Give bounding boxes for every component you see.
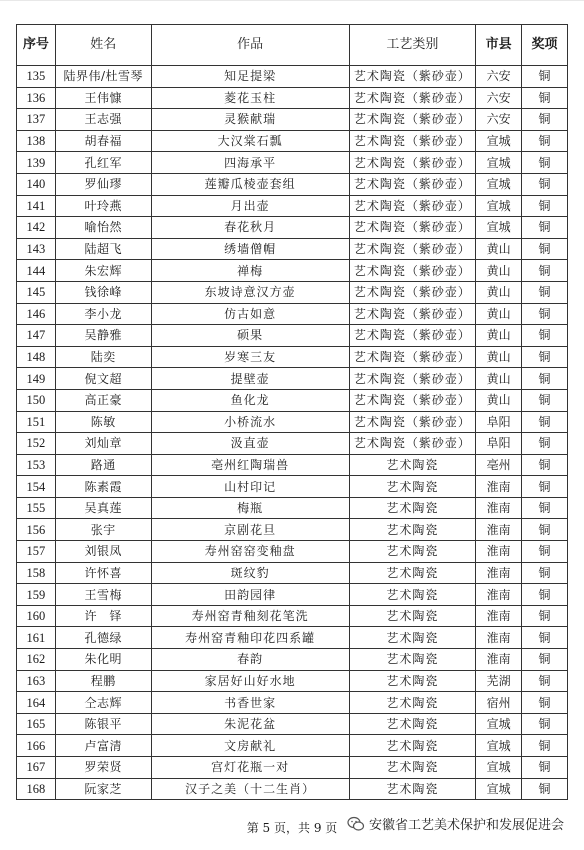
cell-category: 艺术陶瓷	[349, 476, 476, 498]
cell-city: 黄山	[476, 260, 522, 282]
header-work: 作品	[151, 25, 349, 66]
cell-work: 菱花玉柱	[151, 87, 349, 109]
cell-name: 刘银凤	[55, 541, 151, 563]
table-row	[17, 303, 568, 325]
table-row	[17, 627, 568, 649]
cell-work: 京剧花旦	[151, 519, 349, 541]
table-row	[17, 433, 568, 455]
cell-name: 张宇	[55, 519, 151, 541]
table-row	[17, 735, 568, 757]
cell-category: 艺术陶瓷	[349, 541, 476, 563]
cell-seq: 157	[17, 541, 56, 563]
cell-category: 艺术陶瓷	[349, 584, 476, 606]
cell-name: 卢富清	[55, 735, 151, 757]
table-row	[17, 454, 568, 476]
table-row	[17, 584, 568, 606]
cell-category: 艺术陶瓷	[349, 454, 476, 476]
cell-category: 艺术陶瓷（紫砂壶）	[349, 217, 476, 239]
table-row	[17, 497, 568, 519]
cell-work: 汉子之美（十二生肖）	[151, 778, 349, 800]
cell-name: 陆奕	[55, 346, 151, 368]
cell-award: 铜	[522, 713, 568, 735]
cell-award: 铜	[522, 346, 568, 368]
cell-city: 亳州	[476, 454, 522, 476]
table-body	[17, 66, 568, 800]
cell-name: 陆界伟/杜雪琴	[55, 66, 151, 88]
cell-category: 艺术陶瓷	[349, 605, 476, 627]
cell-city: 宣城	[476, 713, 522, 735]
cell-category: 艺术陶瓷	[349, 627, 476, 649]
cell-work: 莲瓣瓜棱壶套组	[151, 173, 349, 195]
header-name: 姓名	[55, 25, 151, 66]
cell-name: 阮家芝	[55, 778, 151, 800]
cell-award: 铜	[522, 411, 568, 433]
cell-name: 孔红军	[55, 152, 151, 174]
table-row	[17, 368, 568, 390]
cell-award: 铜	[522, 87, 568, 109]
cell-award: 铜	[522, 476, 568, 498]
cell-work: 田韵园律	[151, 584, 349, 606]
watermark-text: 安徽省工艺美术保护和发展促进会	[368, 818, 564, 833]
cell-work: 寿州窑窑变釉盘	[151, 541, 349, 563]
cell-name: 许怀喜	[55, 562, 151, 584]
cell-award: 铜	[522, 778, 568, 800]
cell-name: 李小龙	[55, 303, 151, 325]
cell-name: 吴真莲	[55, 497, 151, 519]
cell-city: 宣城	[476, 195, 522, 217]
table-row	[17, 649, 568, 671]
cell-category: 艺术陶瓷（紫砂壶）	[349, 238, 476, 260]
cell-seq: 165	[17, 713, 56, 735]
cell-name: 仝志辉	[55, 692, 151, 714]
cell-award: 铜	[522, 757, 568, 779]
cell-name: 陈敏	[55, 411, 151, 433]
table-row	[17, 778, 568, 800]
cell-award: 铜	[522, 130, 568, 152]
header-category: 工艺类别	[349, 25, 476, 66]
cell-work: 斑纹豹	[151, 562, 349, 584]
cell-city: 淮南	[476, 649, 522, 671]
cell-work: 亳州红陶瑞兽	[151, 454, 349, 476]
cell-city: 宣城	[476, 757, 522, 779]
cell-award: 铜	[522, 173, 568, 195]
cell-city: 黄山	[476, 281, 522, 303]
cell-name: 罗仙璆	[55, 173, 151, 195]
cell-city: 淮南	[476, 605, 522, 627]
cell-city: 宣城	[476, 735, 522, 757]
cell-city: 六安	[476, 87, 522, 109]
cell-category: 艺术陶瓷（紫砂壶）	[349, 87, 476, 109]
cell-name: 叶玲燕	[55, 195, 151, 217]
cell-work: 月出壶	[151, 195, 349, 217]
cell-award: 铜	[522, 238, 568, 260]
page-number: 第 5 页，共 9 页	[246, 821, 338, 835]
cell-name: 王伟慷	[55, 87, 151, 109]
cell-work: 梅瓶	[151, 497, 349, 519]
cell-city: 黄山	[476, 389, 522, 411]
cell-work: 提壁壶	[151, 368, 349, 390]
cell-name: 刘灿章	[55, 433, 151, 455]
cell-work: 鱼化龙	[151, 389, 349, 411]
header-city: 市县	[476, 25, 522, 66]
cell-seq: 148	[17, 346, 56, 368]
table-row	[17, 411, 568, 433]
cell-seq: 163	[17, 670, 56, 692]
cell-city: 宣城	[476, 778, 522, 800]
cell-name: 程鹏	[55, 670, 151, 692]
cell-award: 铜	[522, 584, 568, 606]
cell-city: 淮南	[476, 627, 522, 649]
table-row	[17, 757, 568, 779]
cell-award: 铜	[522, 368, 568, 390]
cell-award: 铜	[522, 66, 568, 88]
cell-work: 书香世家	[151, 692, 349, 714]
table-row	[17, 713, 568, 735]
cell-seq: 150	[17, 389, 56, 411]
cell-city: 阜阳	[476, 411, 522, 433]
cell-name: 朱宏辉	[55, 260, 151, 282]
cell-category: 艺术陶瓷	[349, 562, 476, 584]
cell-work: 寿州窑青釉印花四系罐	[151, 627, 349, 649]
cell-category: 艺术陶瓷（紫砂壶）	[349, 325, 476, 347]
cell-city: 宣城	[476, 173, 522, 195]
table-row	[17, 109, 568, 131]
cell-work: 禅梅	[151, 260, 349, 282]
cell-award: 铜	[522, 497, 568, 519]
cell-work: 小桥流水	[151, 411, 349, 433]
cell-work: 朱泥花盆	[151, 713, 349, 735]
table-row	[17, 670, 568, 692]
table-row	[17, 217, 568, 239]
header-award: 奖项	[522, 25, 568, 66]
cell-city: 六安	[476, 109, 522, 131]
cell-name: 高正豪	[55, 389, 151, 411]
awards-table	[16, 24, 568, 800]
cell-award: 铜	[522, 389, 568, 411]
table-row	[17, 605, 568, 627]
cell-category: 艺术陶瓷（紫砂壶）	[349, 433, 476, 455]
wechat-watermark	[343, 812, 568, 835]
cell-city: 淮南	[476, 584, 522, 606]
cell-name: 孔德绿	[55, 627, 151, 649]
cell-category: 艺术陶瓷（紫砂壶）	[349, 303, 476, 325]
cell-award: 铜	[522, 152, 568, 174]
cell-name: 朱化明	[55, 649, 151, 671]
cell-city: 宿州	[476, 692, 522, 714]
table-row	[17, 238, 568, 260]
table-row	[17, 195, 568, 217]
cell-award: 铜	[522, 195, 568, 217]
cell-name: 陈素霞	[55, 476, 151, 498]
cell-name: 倪文超	[55, 368, 151, 390]
cell-work: 知足提梁	[151, 66, 349, 88]
cell-award: 铜	[522, 692, 568, 714]
cell-category: 艺术陶瓷（紫砂壶）	[349, 346, 476, 368]
cell-seq: 161	[17, 627, 56, 649]
cell-seq: 162	[17, 649, 56, 671]
cell-category: 艺术陶瓷	[349, 713, 476, 735]
cell-seq: 145	[17, 281, 56, 303]
cell-work: 岁寒三友	[151, 346, 349, 368]
cell-category: 艺术陶瓷	[349, 497, 476, 519]
cell-city: 阜阳	[476, 433, 522, 455]
cell-seq: 139	[17, 152, 56, 174]
cell-award: 铜	[522, 433, 568, 455]
table-row	[17, 476, 568, 498]
cell-category: 艺术陶瓷	[349, 649, 476, 671]
cell-seq: 135	[17, 66, 56, 88]
cell-city: 六安	[476, 66, 522, 88]
cell-seq: 143	[17, 238, 56, 260]
cell-category: 艺术陶瓷	[349, 519, 476, 541]
table-row	[17, 541, 568, 563]
cell-work: 春花秋月	[151, 217, 349, 239]
cell-name: 陈银平	[55, 713, 151, 735]
cell-award: 铜	[522, 562, 568, 584]
cell-city: 宣城	[476, 130, 522, 152]
cell-award: 铜	[522, 281, 568, 303]
cell-name: 王雪梅	[55, 584, 151, 606]
cell-name: 路通	[55, 454, 151, 476]
cell-city: 淮南	[476, 519, 522, 541]
cell-work: 春韵	[151, 649, 349, 671]
cell-city: 黄山	[476, 325, 522, 347]
cell-name: 吴静雅	[55, 325, 151, 347]
cell-award: 铜	[522, 649, 568, 671]
cell-work: 大汉棠石瓢	[151, 130, 349, 152]
cell-name: 罗荣贤	[55, 757, 151, 779]
cell-seq: 149	[17, 368, 56, 390]
wechat-icon	[347, 815, 365, 833]
cell-category: 艺术陶瓷（紫砂壶）	[349, 368, 476, 390]
cell-category: 艺术陶瓷（紫砂壶）	[349, 66, 476, 88]
cell-seq: 167	[17, 757, 56, 779]
cell-seq: 136	[17, 87, 56, 109]
cell-work: 文房献礼	[151, 735, 349, 757]
cell-seq: 144	[17, 260, 56, 282]
cell-work: 硕果	[151, 325, 349, 347]
cell-work: 东坡诗意汉方壶	[151, 281, 349, 303]
cell-award: 铜	[522, 217, 568, 239]
cell-award: 铜	[522, 519, 568, 541]
table-row	[17, 260, 568, 282]
table-row	[17, 346, 568, 368]
table-row	[17, 519, 568, 541]
cell-category: 艺术陶瓷（紫砂壶）	[349, 260, 476, 282]
cell-seq: 151	[17, 411, 56, 433]
cell-city: 淮南	[476, 541, 522, 563]
cell-seq: 168	[17, 778, 56, 800]
cell-work: 灵猴献瑞	[151, 109, 349, 131]
header-seq: 序号	[17, 25, 56, 66]
cell-category: 艺术陶瓷（紫砂壶）	[349, 389, 476, 411]
cell-seq: 154	[17, 476, 56, 498]
cell-work: 宫灯花瓶一对	[151, 757, 349, 779]
cell-category: 艺术陶瓷	[349, 778, 476, 800]
cell-city: 淮南	[476, 476, 522, 498]
table-row	[17, 325, 568, 347]
cell-award: 铜	[522, 454, 568, 476]
cell-name: 陆超飞	[55, 238, 151, 260]
cell-city: 黄山	[476, 238, 522, 260]
cell-city: 淮南	[476, 562, 522, 584]
table-row	[17, 389, 568, 411]
table-row	[17, 130, 568, 152]
cell-category: 艺术陶瓷	[349, 735, 476, 757]
cell-award: 铜	[522, 670, 568, 692]
cell-name: 王志强	[55, 109, 151, 131]
cell-seq: 141	[17, 195, 56, 217]
cell-seq: 159	[17, 584, 56, 606]
table-row	[17, 692, 568, 714]
cell-award: 铜	[522, 605, 568, 627]
page-top-border	[0, 0, 584, 1]
table-header-row	[17, 25, 568, 66]
cell-city: 芜湖	[476, 670, 522, 692]
cell-category: 艺术陶瓷	[349, 692, 476, 714]
cell-award: 铜	[522, 627, 568, 649]
cell-seq: 156	[17, 519, 56, 541]
cell-city: 黄山	[476, 368, 522, 390]
table-row	[17, 173, 568, 195]
cell-seq: 160	[17, 605, 56, 627]
cell-award: 铜	[522, 325, 568, 347]
cell-award: 铜	[522, 109, 568, 131]
cell-category: 艺术陶瓷（紫砂壶）	[349, 195, 476, 217]
cell-category: 艺术陶瓷（紫砂壶）	[349, 130, 476, 152]
table-row	[17, 152, 568, 174]
cell-award: 铜	[522, 735, 568, 757]
cell-work: 仿古如意	[151, 303, 349, 325]
cell-seq: 138	[17, 130, 56, 152]
cell-category: 艺术陶瓷（紫砂壶）	[349, 109, 476, 131]
table-row	[17, 87, 568, 109]
cell-seq: 166	[17, 735, 56, 757]
cell-city: 宣城	[476, 217, 522, 239]
cell-name: 许 铎	[55, 605, 151, 627]
cell-city: 黄山	[476, 303, 522, 325]
cell-seq: 147	[17, 325, 56, 347]
cell-category: 艺术陶瓷（紫砂壶）	[349, 152, 476, 174]
cell-category: 艺术陶瓷	[349, 757, 476, 779]
cell-work: 山村印记	[151, 476, 349, 498]
cell-category: 艺术陶瓷	[349, 670, 476, 692]
cell-city: 宣城	[476, 152, 522, 174]
cell-seq: 164	[17, 692, 56, 714]
cell-seq: 137	[17, 109, 56, 131]
cell-work: 家居好山好水地	[151, 670, 349, 692]
cell-award: 铜	[522, 260, 568, 282]
cell-category: 艺术陶瓷（紫砂壶）	[349, 411, 476, 433]
table-row	[17, 281, 568, 303]
cell-category: 艺术陶瓷（紫砂壶）	[349, 173, 476, 195]
cell-work: 寿州窑青釉刻花笔洗	[151, 605, 349, 627]
cell-name: 胡春福	[55, 130, 151, 152]
cell-city: 黄山	[476, 346, 522, 368]
cell-city: 淮南	[476, 497, 522, 519]
cell-seq: 142	[17, 217, 56, 239]
cell-seq: 140	[17, 173, 56, 195]
table-row	[17, 66, 568, 88]
table-row	[17, 562, 568, 584]
cell-seq: 153	[17, 454, 56, 476]
cell-work: 四海承平	[151, 152, 349, 174]
cell-seq: 146	[17, 303, 56, 325]
cell-category: 艺术陶瓷（紫砂壶）	[349, 281, 476, 303]
cell-award: 铜	[522, 303, 568, 325]
cell-seq: 158	[17, 562, 56, 584]
cell-work: 绣墙僧帽	[151, 238, 349, 260]
cell-work: 汲直壶	[151, 433, 349, 455]
cell-award: 铜	[522, 541, 568, 563]
cell-name: 钱徐峰	[55, 281, 151, 303]
cell-seq: 152	[17, 433, 56, 455]
cell-name: 喻怡然	[55, 217, 151, 239]
cell-seq: 155	[17, 497, 56, 519]
